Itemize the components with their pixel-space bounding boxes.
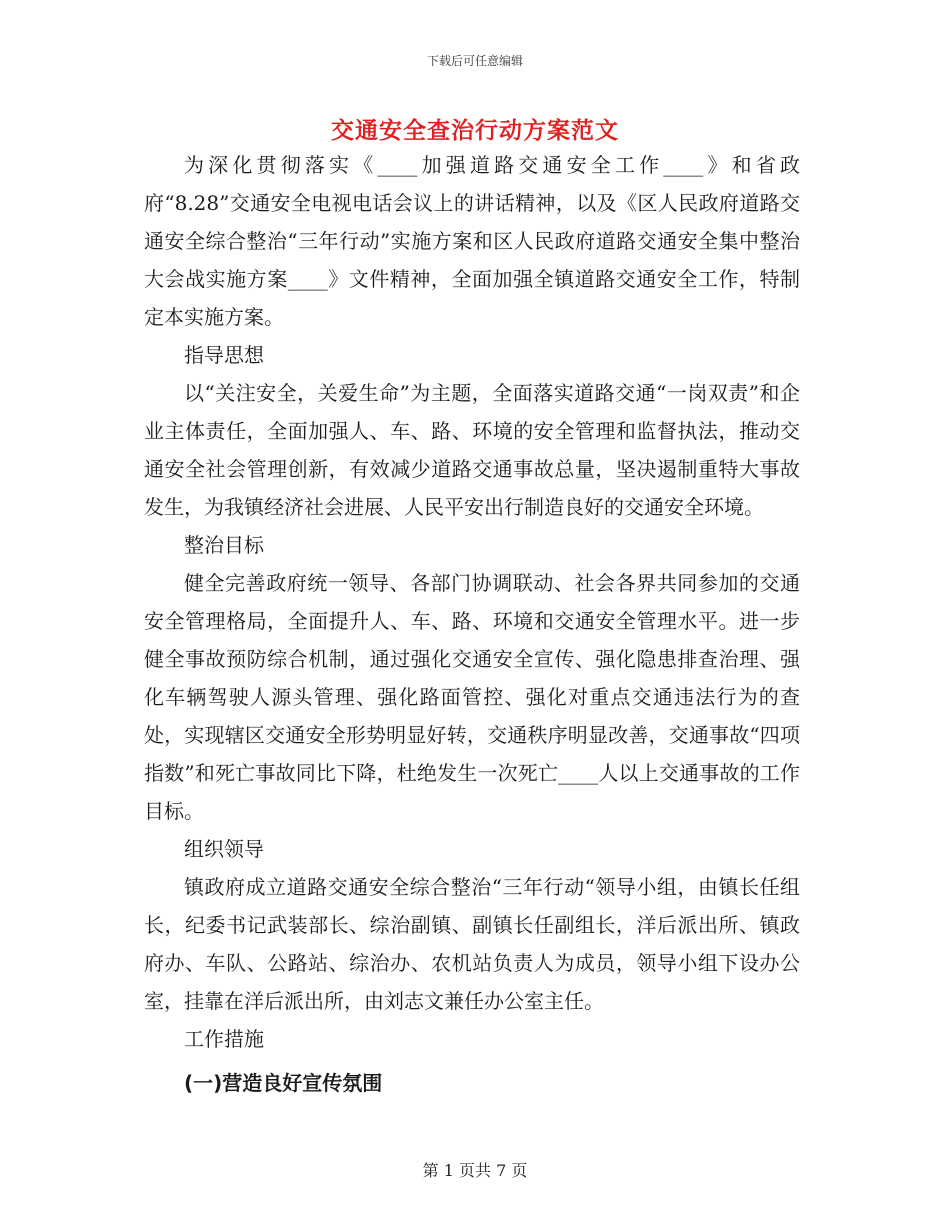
section-heading-guiding-ideology: 指导思想 <box>184 343 264 367</box>
goals-paragraph: 健全完善政府统一领导、各部门协调联动、社会各界共同参加的交通安全管理格局，全面提升人、车、路、环境和交通安全管理水平。进一步健全事故预防综合机制，通过强化交通安全宣传、强化隐患排查治理、强化车辆驾驶人源头管理、强化路面管控、强化对重点交通违法行为的查处，实现辖区交通安全形势明显好转，交通秩序明显改善，交通事故“四项指数”和死亡事故同比下降，杜绝发生一次死亡____人以上交通事故的工作目标。 <box>144 571 800 823</box>
leadership-paragraph: 镇政府成立道路交通安全综合整治“三年行动“领导小组，由镇长任组长，纪委书记武装部长、综治副镇、副镇长任副组长，洋后派出所、镇政府办、车队、公路站、综治办、农机站负责人为成员，领导小组下设办公室，挂靠在洋后派出所，由刘志文兼任办公室主任。 <box>144 875 800 1013</box>
document-body <box>144 146 800 1102</box>
section-heading-measures: 工作措施 <box>184 1027 264 1051</box>
subsection-heading-publicity: (一)营造良好宣传氛围 <box>184 1071 383 1095</box>
section-heading-leadership: 组织领导 <box>184 837 264 861</box>
section-heading-goals: 整治目标 <box>184 533 264 557</box>
document-title: 交通安全查治行动方案范文 <box>331 117 619 144</box>
page-indicator: 第 1 页共 7 页 <box>422 1161 528 1180</box>
intro-paragraph: 为深化贯彻落实《____加强道路交通安全工作____》和省政府“8.28”交通安全电视电话会议上的讲话精神，以及《区人民政府道路交通安全综合整治“三年行动”实施方案和区人民政府道路交通安全集中整治大会战实施方案____》文件精神，全面加强全镇道路交通安全工作，特制定本实施方案。 <box>144 153 800 329</box>
header-note: 下载后可任意编辑 <box>426 54 523 68</box>
guiding-ideology-paragraph: 以“关注安全，关爱生命”为主题，全面落实道路交通“一岗双责”和企业主体责任，全面加强人、车、路、环境的安全管理和监督执法，推动交通安全社会管理创新，有效减少道路交通事故总量，坚决遏制重特大事故发生，为我镇经济社会进展、人民平安出行制造良好的交通安全环境。 <box>144 381 800 519</box>
